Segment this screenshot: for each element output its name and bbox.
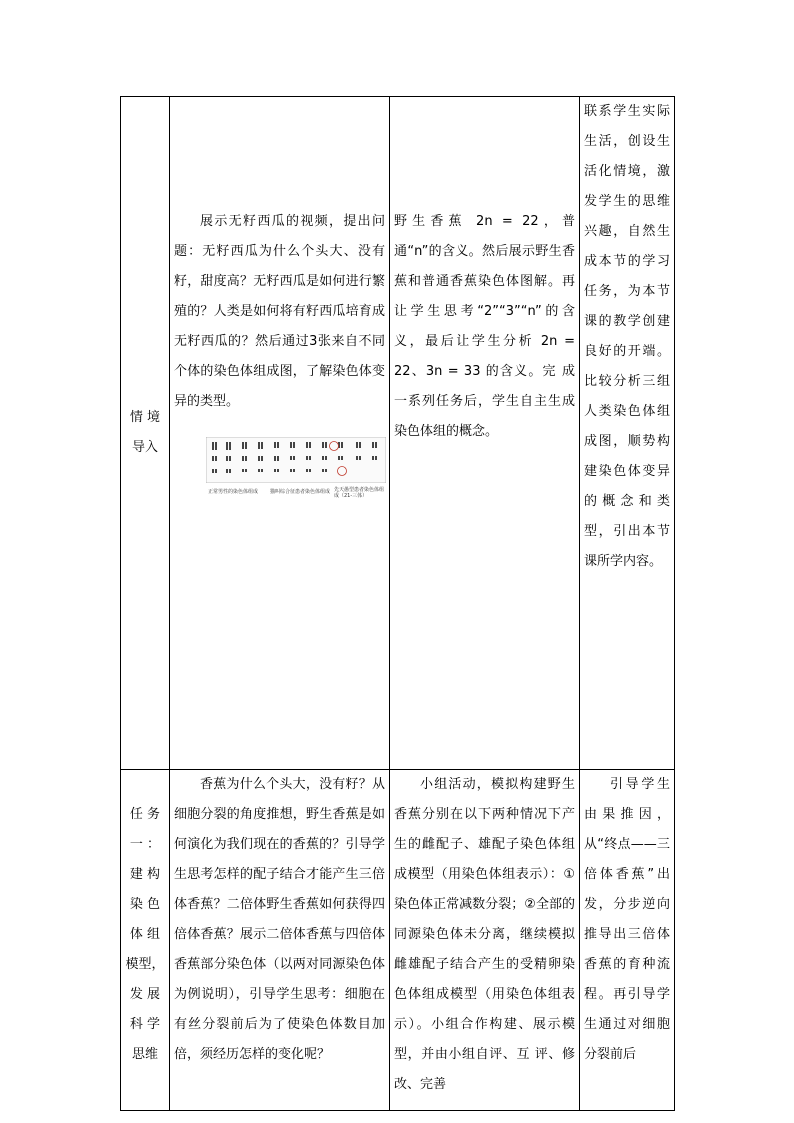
- table-row-situation: [121, 97, 675, 770]
- row-label-task1: [121, 770, 170, 1111]
- teacher-activity-text: 香蕉为什么个头大，没有籽？从细胞分裂的角度推想，野生香蕉是如何演化为我们现在的香蕉的？引导学生思考怎样的配子结合才能产生三倍体香蕉？二倍体野生香蕉如何获得四倍体香蕉？展示二倍体香蕉与四倍体香蕉部分染色体（以两对同源染色体为例说明），引导学生思考：细胞在有丝分裂前后为了使染色体数目加倍，须经历怎样的变化呢？: [174, 777, 385, 1062]
- cell-teacher-activity-1: [170, 97, 390, 770]
- lesson-plan-table: [120, 96, 675, 1111]
- table-row-task1: [121, 770, 675, 1111]
- caption-normal-male: 正常男性的染色体组成: [208, 489, 259, 495]
- teacher-activity-text: 展示无籽西瓜的视频，提出问题：无籽西瓜为什么个头大、没有籽，甜度高？无籽西瓜是如何进行繁殖的？人类是如何将有籽西瓜培育成无籽西瓜的？然后通过3张来自不同个体的染色体组成图，了解染色体变异的类型。: [174, 214, 385, 409]
- cell-teacher-activity-2: [170, 770, 390, 1111]
- caption-down-syndrome: 先天愚型患者染色体组成（21-三体）: [334, 487, 385, 499]
- cell-student-activity-2: [390, 770, 580, 1111]
- row-label-situation: [121, 97, 170, 770]
- karyotype-image: [206, 437, 386, 483]
- cell-design-intent-2: [580, 770, 675, 1111]
- design-intent-text: 引导学生由果推因，从“终点——三倍体香蕉”出发，分步逆向推导出三倍体香蕉的育种流程。再引导学生通过对细胞分裂前后: [584, 777, 670, 1062]
- cell-student-activity-1: [390, 97, 580, 770]
- design-intent-text: 联系学生实际生活，创设生活化情境，激发学生的思维兴趣，自然生成本节的学习任务，为本节课的教学创建良好的开端。比较分析三组人类染色体组成图，顺势构建染色体变异的概念和类型，引出本节课所学内容。: [584, 104, 670, 569]
- cell-design-intent-1: [580, 97, 675, 770]
- row-label-text: 任 务 一 ： 建 构 染 色 体 组 模型， 发 展 科 学 思维: [125, 807, 165, 1062]
- student-activity-text: 小组活动，模拟构建野生香蕉分别在以下两种情况下产生的雌配子、雄配子染色体组成模型（用染色体组表示）：①染色体正常减数分裂；②全部的同源染色体未分离，继续模拟雌雄配子结合产生的受精卵染色体组成模型（用染色体组表示）。小组合作构建、展示模型，并由小组自评、互 评、修改、完善: [394, 777, 575, 1092]
- row-label-text: 情 境 导入: [129, 410, 161, 455]
- chromosome-karyotype-figure: [206, 437, 396, 509]
- caption-cri-du-chat: 猫叫综合征患者染色体组成: [270, 489, 331, 495]
- student-activity-text: 野生香蕉 2n = 22，普通“n”的含义。然后展示野生香蕉和普通香蕉染色体图解。再让学生思考“2”“3”“n”的含义，最后让学生分析 2n = 22、3n = 33 的含义。完 成一系列任务后，学生自主生成染色体组的概念。: [394, 214, 575, 439]
